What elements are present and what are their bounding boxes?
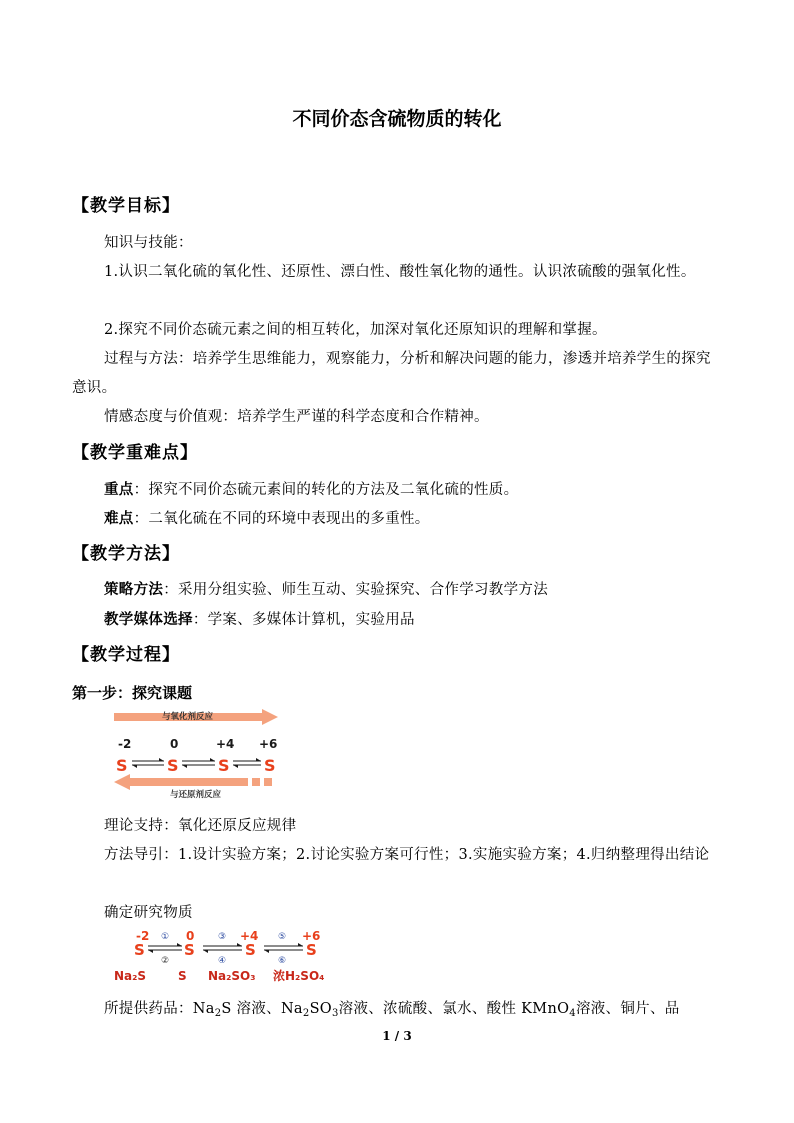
reagents-part-2: S 溶液、Na: [221, 1001, 303, 1017]
goals-emotion: 情感态度与价值观：培养学生严谨的科学态度和合作精神。: [104, 409, 489, 425]
valence-0: 0: [170, 737, 179, 751]
method-strategy: [72, 575, 716, 605]
valence-plus-4: +4: [216, 737, 235, 751]
circle-label-2: ②: [161, 956, 170, 966]
reagents-sub-1: 2: [214, 1008, 222, 1019]
section-heading-keypoints: 【教学重难点】: [72, 443, 198, 463]
d2-sulfur-1: S: [134, 941, 145, 959]
valence-plus-6: +6: [259, 737, 278, 751]
section-heading-goals: 【教学目标】: [72, 196, 180, 216]
sulfur-symbol-1: S: [116, 756, 128, 775]
reagents-part-1: 所提供药品：Na: [104, 1001, 215, 1017]
section-heading-methods: 【教学方法】: [72, 544, 180, 564]
d2-valence-0: 0: [186, 929, 195, 943]
d2-sulfur-2: S: [184, 941, 195, 959]
compound-s: S: [178, 969, 187, 983]
reductant-arrow: [114, 774, 272, 790]
goals-item-1: 1.认识二氧化硫的氧化性、还原性、漂白性、酸性氧化物的通性。认识浓硫酸的强氧化性。: [104, 264, 696, 280]
sulfur-compound-diagram: [110, 928, 346, 984]
goals-process: 过程与方法：培养学生思维能力，观察能力，分析和解决问题的能力，渗透并培养学生的探究意识。: [72, 351, 711, 396]
goals-knowledge-label: 知识与技能：: [104, 235, 193, 251]
oxidant-label: 与氧化剂反应: [162, 712, 214, 722]
reductant-label: 与还原剂反应: [170, 790, 222, 800]
circle-label-4: ④: [218, 956, 227, 966]
d2-sulfur-3: S: [245, 941, 256, 959]
valence-minus-2: -2: [118, 737, 132, 751]
compound-na2s: Na₂S: [114, 969, 147, 983]
sulfur-valence-diagram: [110, 706, 290, 802]
determine-substances: 确定研究物质: [104, 905, 193, 921]
reagents-part-3: SO: [309, 1001, 332, 1017]
method-guide: 方法导引：1.设计实验方案；2.讨论实验方案可行性；3.实施实验方案；4.归纳整理得出结论: [104, 847, 710, 863]
method-media: [72, 605, 716, 635]
keypoint-key: [72, 475, 716, 505]
reagents-part-4: 溶液、浓硫酸、氯水、酸性 KMnO: [338, 1001, 570, 1017]
media-label: 教学媒体选择: [104, 611, 193, 628]
reagents-part-5: 溶液、铜片、品: [575, 1001, 680, 1017]
step-1-heading: 第一步：探究课题: [72, 684, 193, 702]
strategy-text: ：采用分组实验、师生互动、实验探究、合作学习教学方法: [163, 582, 549, 598]
section-heading-process: 【教学过程】: [72, 645, 180, 665]
compound-conc-h2so4: 浓H₂SO₄: [273, 969, 325, 983]
d2-equilibrium-arrows: [148, 943, 303, 953]
reagents-sub-4: 4: [569, 1008, 576, 1019]
hard-label: 难点: [104, 510, 134, 527]
keypoint-hard: [72, 504, 716, 534]
sulfur-symbol-2: S: [167, 756, 179, 775]
circle-label-6: ⑥: [278, 956, 287, 966]
circle-label-5: ⑤: [278, 932, 287, 942]
equilibrium-arrows: [132, 758, 261, 768]
theory-support: 理论支持：氧化还原反应规律: [104, 818, 297, 834]
d2-sulfur-4: S: [306, 941, 317, 959]
reagents-sub-3: 3: [331, 1008, 339, 1019]
page-title: 不同价态含硫物质的转化: [292, 108, 502, 130]
circle-label-1: ①: [161, 932, 170, 942]
circle-label-3: ③: [218, 932, 227, 942]
media-text: ：学案、多媒体计算机，实验用品: [192, 612, 415, 628]
hard-text: ：二氧化硫在不同的环境中表现出的多重性。: [133, 511, 430, 527]
provided-reagents: [72, 995, 716, 1024]
sulfur-symbol-3: S: [218, 756, 230, 775]
page-number: 1 / 3: [382, 1029, 412, 1043]
sulfur-symbol-4: S: [264, 756, 276, 775]
goals-item-2: 2.探究不同价态硫元素之间的相互转化，加深对氧化还原知识的理解和掌握。: [104, 322, 607, 338]
strategy-label: 策略方法: [104, 581, 164, 598]
d2-valence-minus-2: -2: [136, 929, 150, 943]
d2-valence-plus-4: +4: [240, 929, 259, 943]
compound-na2so3: Na₂SO₃: [208, 969, 256, 983]
key-text: ：探究不同价态硫元素间的转化的方法及二氧化硫的性质。: [133, 482, 519, 498]
d2-valence-plus-6: +6: [302, 929, 321, 943]
reagents-sub-2: 2: [302, 1008, 310, 1019]
key-label: 重点: [104, 481, 134, 498]
